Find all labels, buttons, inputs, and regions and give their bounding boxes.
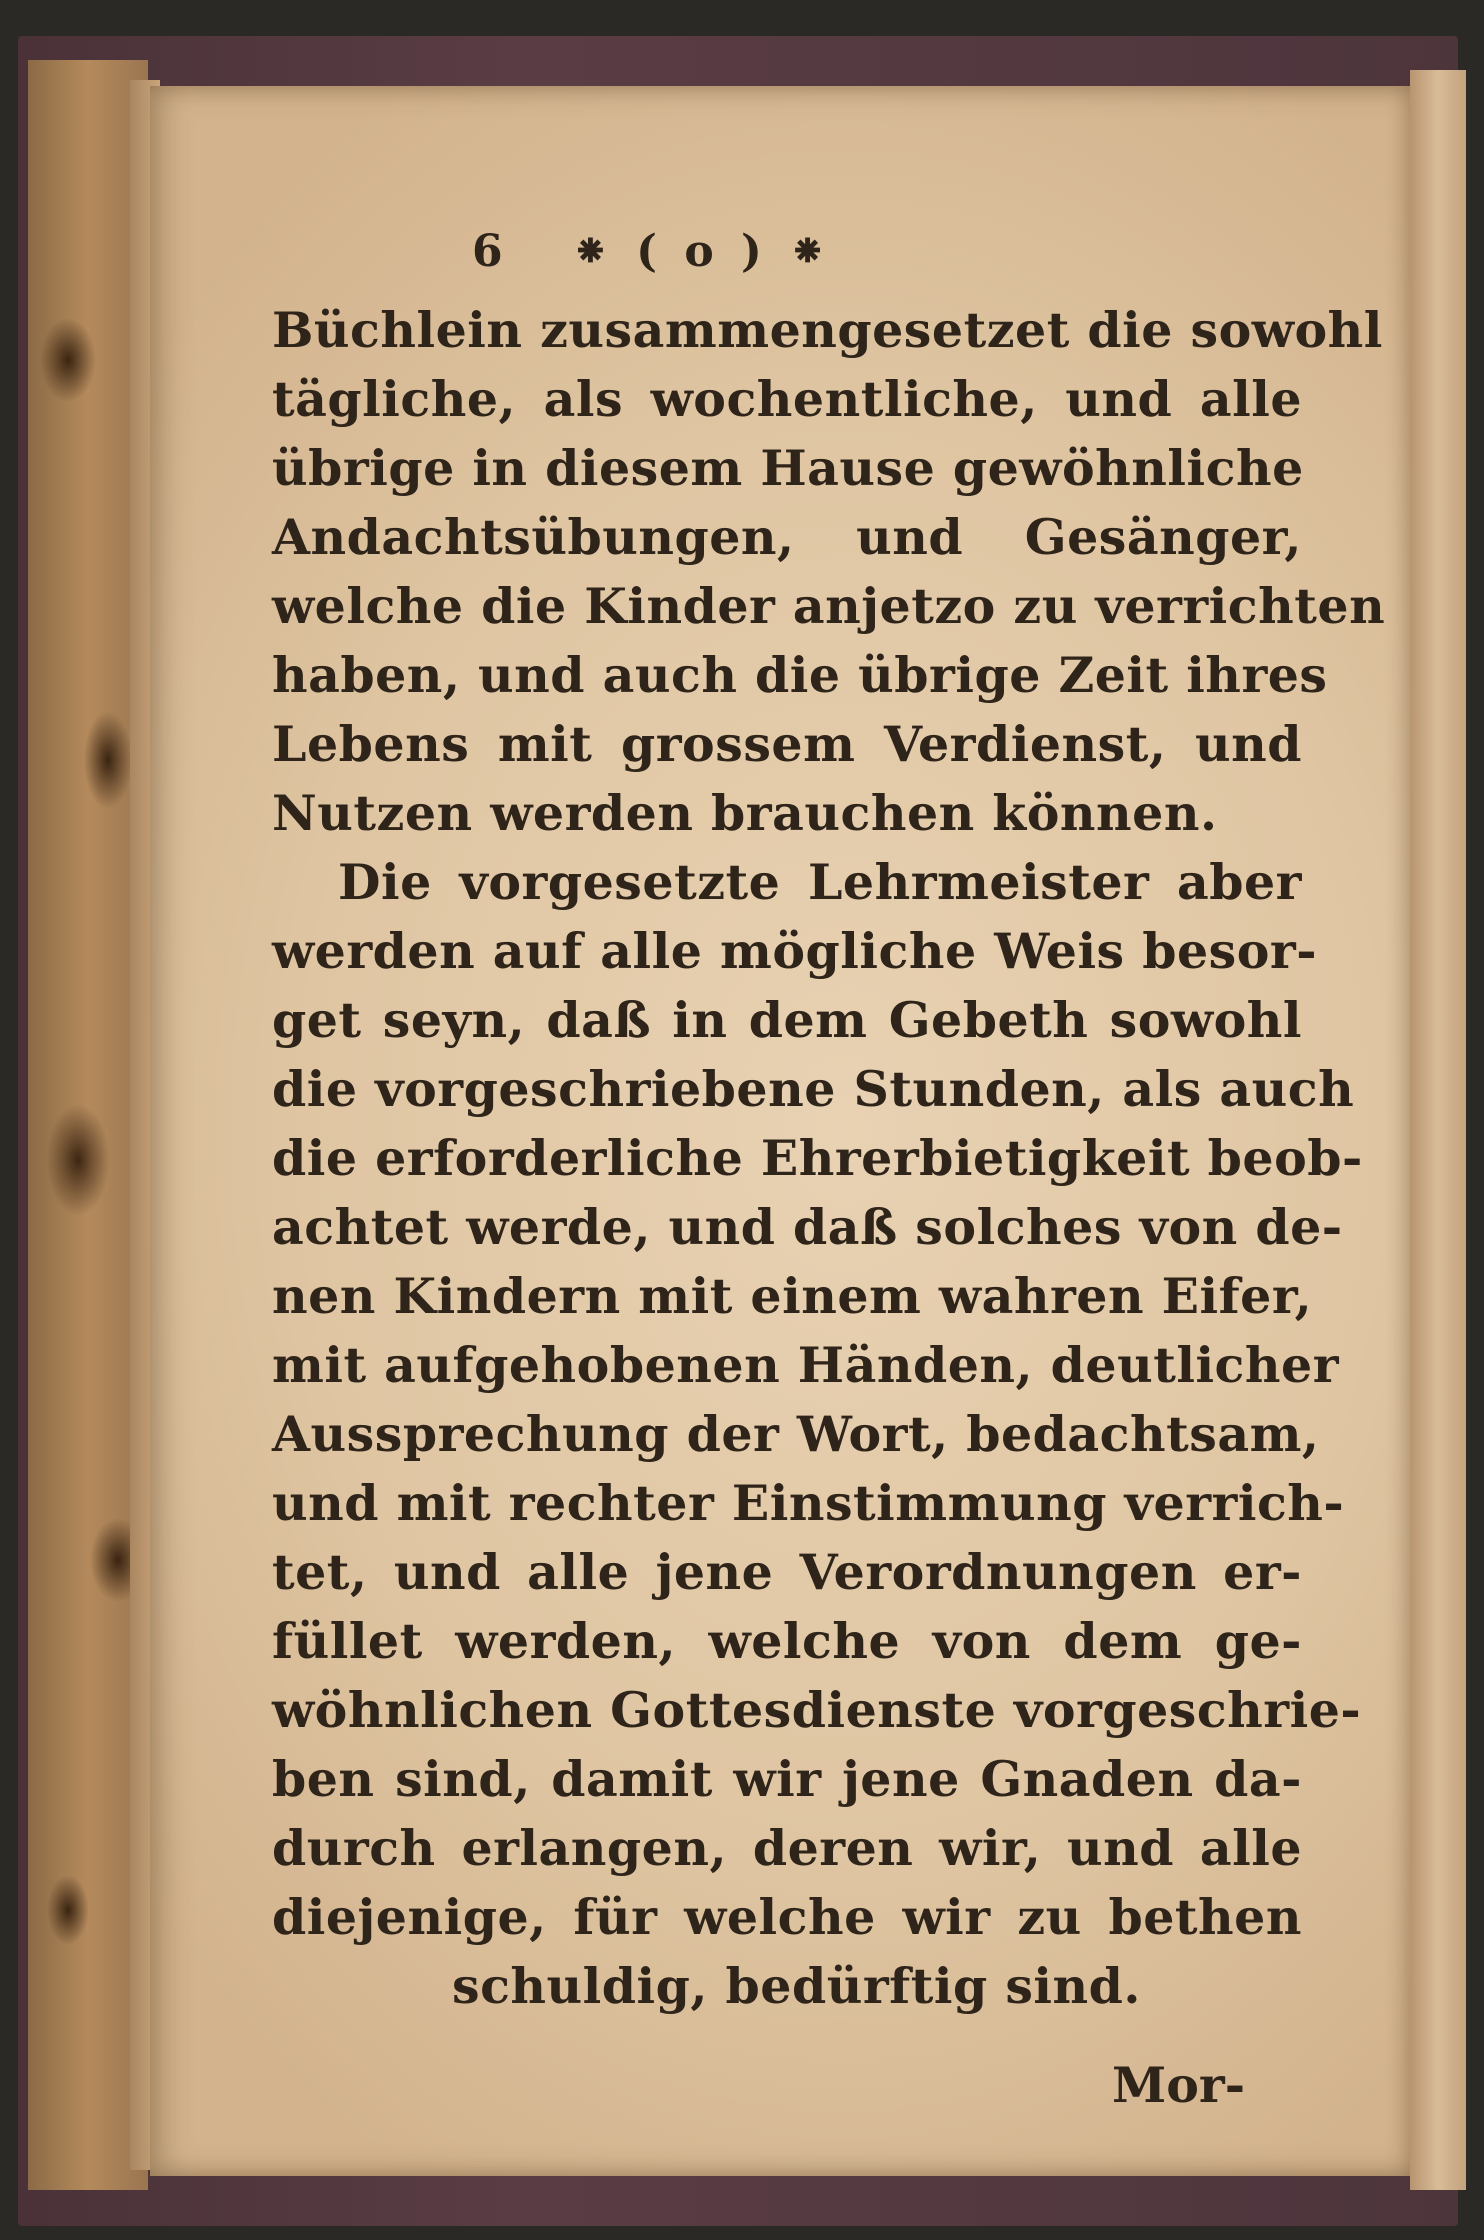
text-line: Büchlein zusammengesetzet die sowohl	[272, 301, 1383, 359]
text-line: die vorgeschriebene Stunden, als auch	[272, 1060, 1355, 1118]
text-line: Lebens mit grossem Verdienst, und	[272, 715, 1302, 773]
text-line: die erforderliche Ehrerbietigkeit beob-	[272, 1129, 1363, 1187]
text-line: tägliche, als wochentliche, und alle	[272, 370, 1302, 428]
text-line: Aussprechung der Wort, bedachtsam,	[272, 1405, 1320, 1463]
text-line: übrige in diesem Hause gewöhnliche	[272, 439, 1304, 497]
paragraph-1	[272, 296, 1386, 848]
page-number: 6	[472, 226, 503, 277]
text-line: ben sind, damit wir jene Gnaden da-	[272, 1750, 1302, 1808]
text-line: werden auf alle mögliche Weis besor-	[272, 922, 1318, 980]
book-page	[150, 86, 1410, 2176]
text-line: Andachtsübungen, und Gesänger,	[272, 508, 1302, 566]
text-line: und mit rechter Einstimmung verrich-	[272, 1474, 1345, 1532]
text-line: achtet werde, und daß solches von de-	[272, 1198, 1343, 1256]
text-line: wöhnlichen Gottesdienste vorgeschrie-	[272, 1681, 1362, 1739]
text-line: nen Kindern mit einem wahren Eifer,	[272, 1267, 1313, 1325]
text-line: durch erlangen, deren wir, und alle	[272, 1819, 1302, 1877]
facing-page-edge	[1410, 70, 1466, 2190]
text-line: diejenige, für welche wir zu bethen	[272, 1888, 1302, 1946]
text-line: tet, und alle jene Verordnungen er-	[272, 1543, 1302, 1601]
text-line: haben, und auch die übrige Zeit ihres	[272, 646, 1328, 704]
text-line: Nutzen werden brauchen können.	[272, 784, 1218, 842]
text-line: mit aufgehobenen Händen, deutlicher	[272, 1336, 1340, 1394]
running-header	[272, 226, 1302, 296]
catchword: Mor-	[1112, 2056, 1246, 2114]
text-line: welche die Kinder anjetzo zu verrichten	[272, 577, 1386, 635]
header-ornament: ⁕ ( o ) ⁕	[572, 226, 832, 277]
text-line: get seyn, daß in dem Gebeth sowohl	[272, 991, 1302, 1049]
text-line: schuldig, bedürftig sind.	[452, 1957, 1141, 2015]
text-line: füllet werden, welche von dem ge-	[272, 1612, 1302, 1670]
text-line: Die vorgesetzte Lehrmeister aber	[338, 853, 1302, 911]
paragraph-2	[272, 848, 1363, 2021]
page-text	[272, 226, 1386, 2021]
